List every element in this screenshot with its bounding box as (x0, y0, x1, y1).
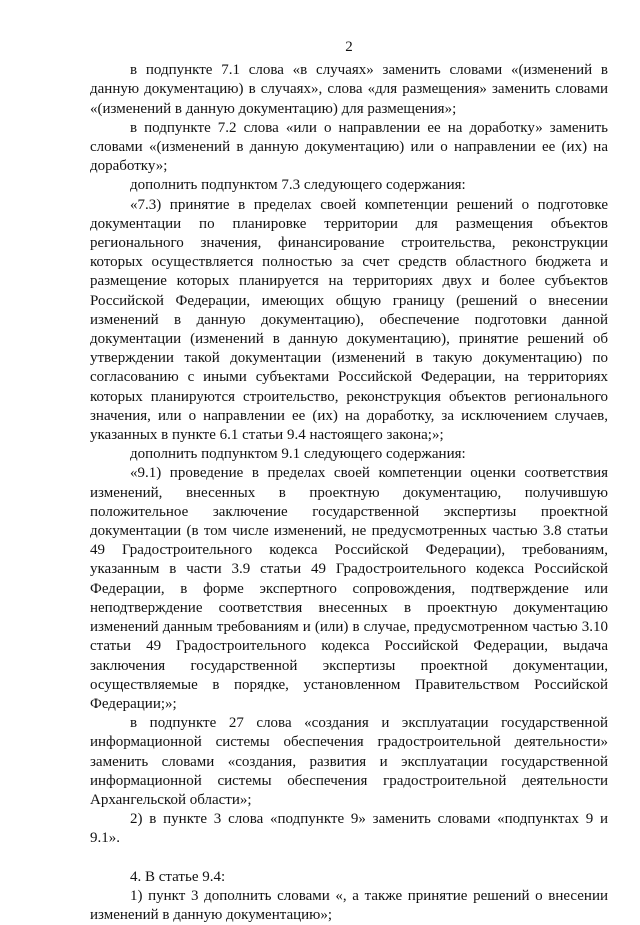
paragraph-subpoint-7-1: в подпункте 7.1 слова «в случаях» заменить словами «(изменений в данную документацию) в случаях», слова «для размещения» заменить словами «(изменений в данную документацию) для размещения»; (90, 62, 608, 117)
paragraph-subpoint-27: в подпункте 27 слова «создания и эксплуатации государственной информационной системы обеспечения градостроительной деятельности» заменить словами «создания, развития и эксплуатации государственной информационной системы обеспечения градостроительной деятельности Архангельской области»; (90, 715, 608, 808)
paragraph-point-1: 1) пункт 3 дополнить словами «, а также принятие решений о внесении изменений в данную документацию»; (90, 887, 608, 923)
paragraph-text-7-3: «7.3) принятие в пределах своей компетенции решений о подготовке документации по планировке территории для размещения объектов регионального значения, финансирование строительства, реконструкции которых осуществляется полностью за счет средств областного бюджета и размещение которых планируется на территориях двух и более субъектов Российской Федерации, имеющих общую границу (решений о внесении изменений в данную документацию), обеспечение подготовки данной документации (изменений в данную документацию), принятие решений об утверждении такой документации (изменений в такую документацию) по согласованию с иными субъектами Российской Федерации, на территориях которых планируются строительство, реконструкция объектов регионального значения, или о направлении ее (их) на доработку, за исключением случаев, указанных в пункте 6.1 статьи 9.4 настоящего закона;»; (90, 196, 608, 444)
paragraph-add-7-3: дополнить подпунктом 7.3 следующего содержания: (130, 177, 466, 194)
page-number: 2 (345, 39, 353, 55)
paragraph-article-9-4-heading: 4. В статье 9.4: (130, 868, 226, 885)
paragraph-text-9-1: «9.1) проведение в пределах своей компетенции оценки соответствия изменений, внесенных в проектную документацию, получившую положительное заключение государственной экспертизы проектной документации (в том числе изменений, не предусмотренных частью 3.8 статьи 49 Градостроительного кодекса Российской Федерации), требованиям, указанным в части 3.9 статьи 49 Градостроительного кодекса Российской Федерации, в форме экспертного сопровождения, подтверждение или неподтверждение соответствия внесенных в проектную документацию изменений данным требованиям и (или) в случае, предусмотренном частью 3.10 статьи 49 Градостроительного кодекса Российской Федерации, выдача заключения государственной экспертизы проектной документации, осуществляемые в порядке, установленном Правительством Российской Федерации;»; (90, 465, 608, 712)
paragraph-point-2: 2) в пункте 3 слова «подпункте 9» заменить словами «подпунктах 9 и 9.1». (90, 811, 608, 847)
paragraph-add-9-1: дополнить подпунктом 9.1 следующего содержания: (130, 446, 466, 463)
paragraph-subpoint-7-2: в подпункте 7.2 слова «или о направлении ее на доработку» заменить словами «(изменений в данную документацию) или о направлении ее (их) на доработку»; (90, 119, 608, 175)
